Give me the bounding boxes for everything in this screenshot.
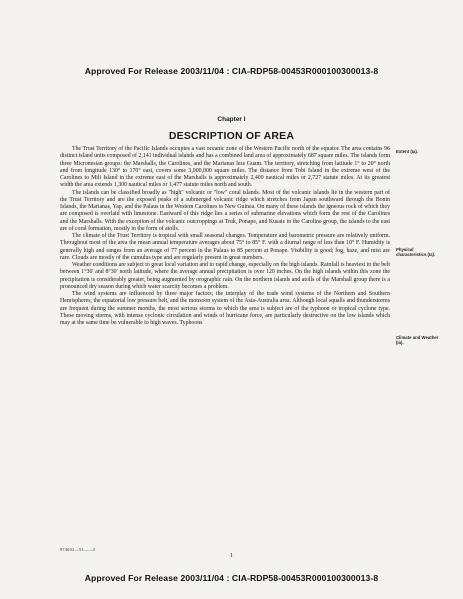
body-text: [60, 146, 390, 327]
release-banner-bottom: Approved For Release 2003/11/04 : CIA-RDP58-00453R000100300013-8: [84, 573, 379, 583]
paragraph-climate: The climate of the Trust Territory is tropical with small seasonal changes. Temperature and barometric pressure are relatively uniform. Throughout most of the area the mean annual temperature averages about 75° to 85° F. with a diurnal range of less than 10° F. Humidity is generally high and ranges from an average of 77 percent in the Palaus to 85 percent at Ponape. Visibility is good; fog, haze, and mist are rare. Clouds are mostly of the cumulus type and are regularly present in great numbers.: [60, 233, 390, 261]
side-note-climate: Climate and Weather (Ia).: [396, 335, 439, 346]
section-title: DESCRIPTION OF AREA: [168, 130, 295, 142]
paragraph-physical: The islands can be classified broadly as "high" volcanic or "low" coral islands. Most of the volcanic islands lie in the western part of the Trust Territory and are the exposed peaks of a submerged volcanic ridge which stretches from Japan southward through the Bonin Islands, the Marianas, Yap, and the Palaus in the Western Carolines to New Guinea. On many of these islands the igneous rock of which they are composed is overlaid with limestone. Eastward of this ridge lies a series of submarine elevations which form the rest of the Carolines and the Marshalls. With the exception of the volcanic outcroppings at Truk, Ponape, and Kusaie in the Caroline group, the islands to the east are of coral formation, mostly in the form of atolls.: [60, 189, 390, 232]
paragraph-weather: Weather conditions are subject to great local variation and to rapid change, especially on the high islands. Rainfall is heaviest in the belt between 1°30' and 8°30' north latitude, where the average annual precipitation is over 120 inches. On the high islands within this zone the precipitation is considerably greater, being augmented by orographic rain. On the northern islands and atolls of the Marshall group there is a pronounced dry season during which water scarcity becomes a problem.: [60, 262, 390, 290]
side-note-extent: Extent (Ia).: [396, 149, 418, 154]
paragraph-winds: The wind systems are influenced by three major factors; the interplay of the trade wind systems of the Northern and Southern Hemispheres, the equatorial low pressure belt, and the monsoon system of the Asia-Australia area. Although local squalls and thunderstorms are frequent during the summer months, the most serious storms to which the area is subject are of the typhoon or tropical cyclone type. These moving storms, with intense cyclonic circulation and winds of hurricane force, are particularly destructive on the low islands which may at the same time be vulnerable to high waves. Typhoons: [60, 291, 390, 326]
print-code-footnote: 974602—51——2: [60, 547, 96, 552]
release-banner-top: Approved For Release 2003/11/04 : CIA-RDP58-00453R000100300013-8: [84, 66, 379, 76]
chapter-label: Chapter I: [217, 116, 246, 123]
paragraph-extent: The Trust Territory of the Pacific Islands occupies a vast oceanic zone of the Western Pacific north of the equator. The area contains 96 distinct island units composed of 2,141 individual islands and has a combined land area of approximately 687 square miles. The islands form three Micronesian groups: the Marshalls, the Carolines, and the Marianas less Guam. The territory, stretching from latitude 1° to 20° north and from longitude 130° to 170° east, covers some 3,000,000 square miles. The distance from Tobi Island in the extreme west of the Carolines to Mili Island in the extreme east of the Marshalls is approximately 2,400 nautical miles or 2,727 statute miles. At its greatest width the area extends 1,300 nautical miles or 1,477 statute miles north and south.: [60, 146, 390, 189]
side-note-physical: Physical characteristics (Ia).: [396, 247, 436, 258]
page-number: 1: [230, 553, 233, 559]
